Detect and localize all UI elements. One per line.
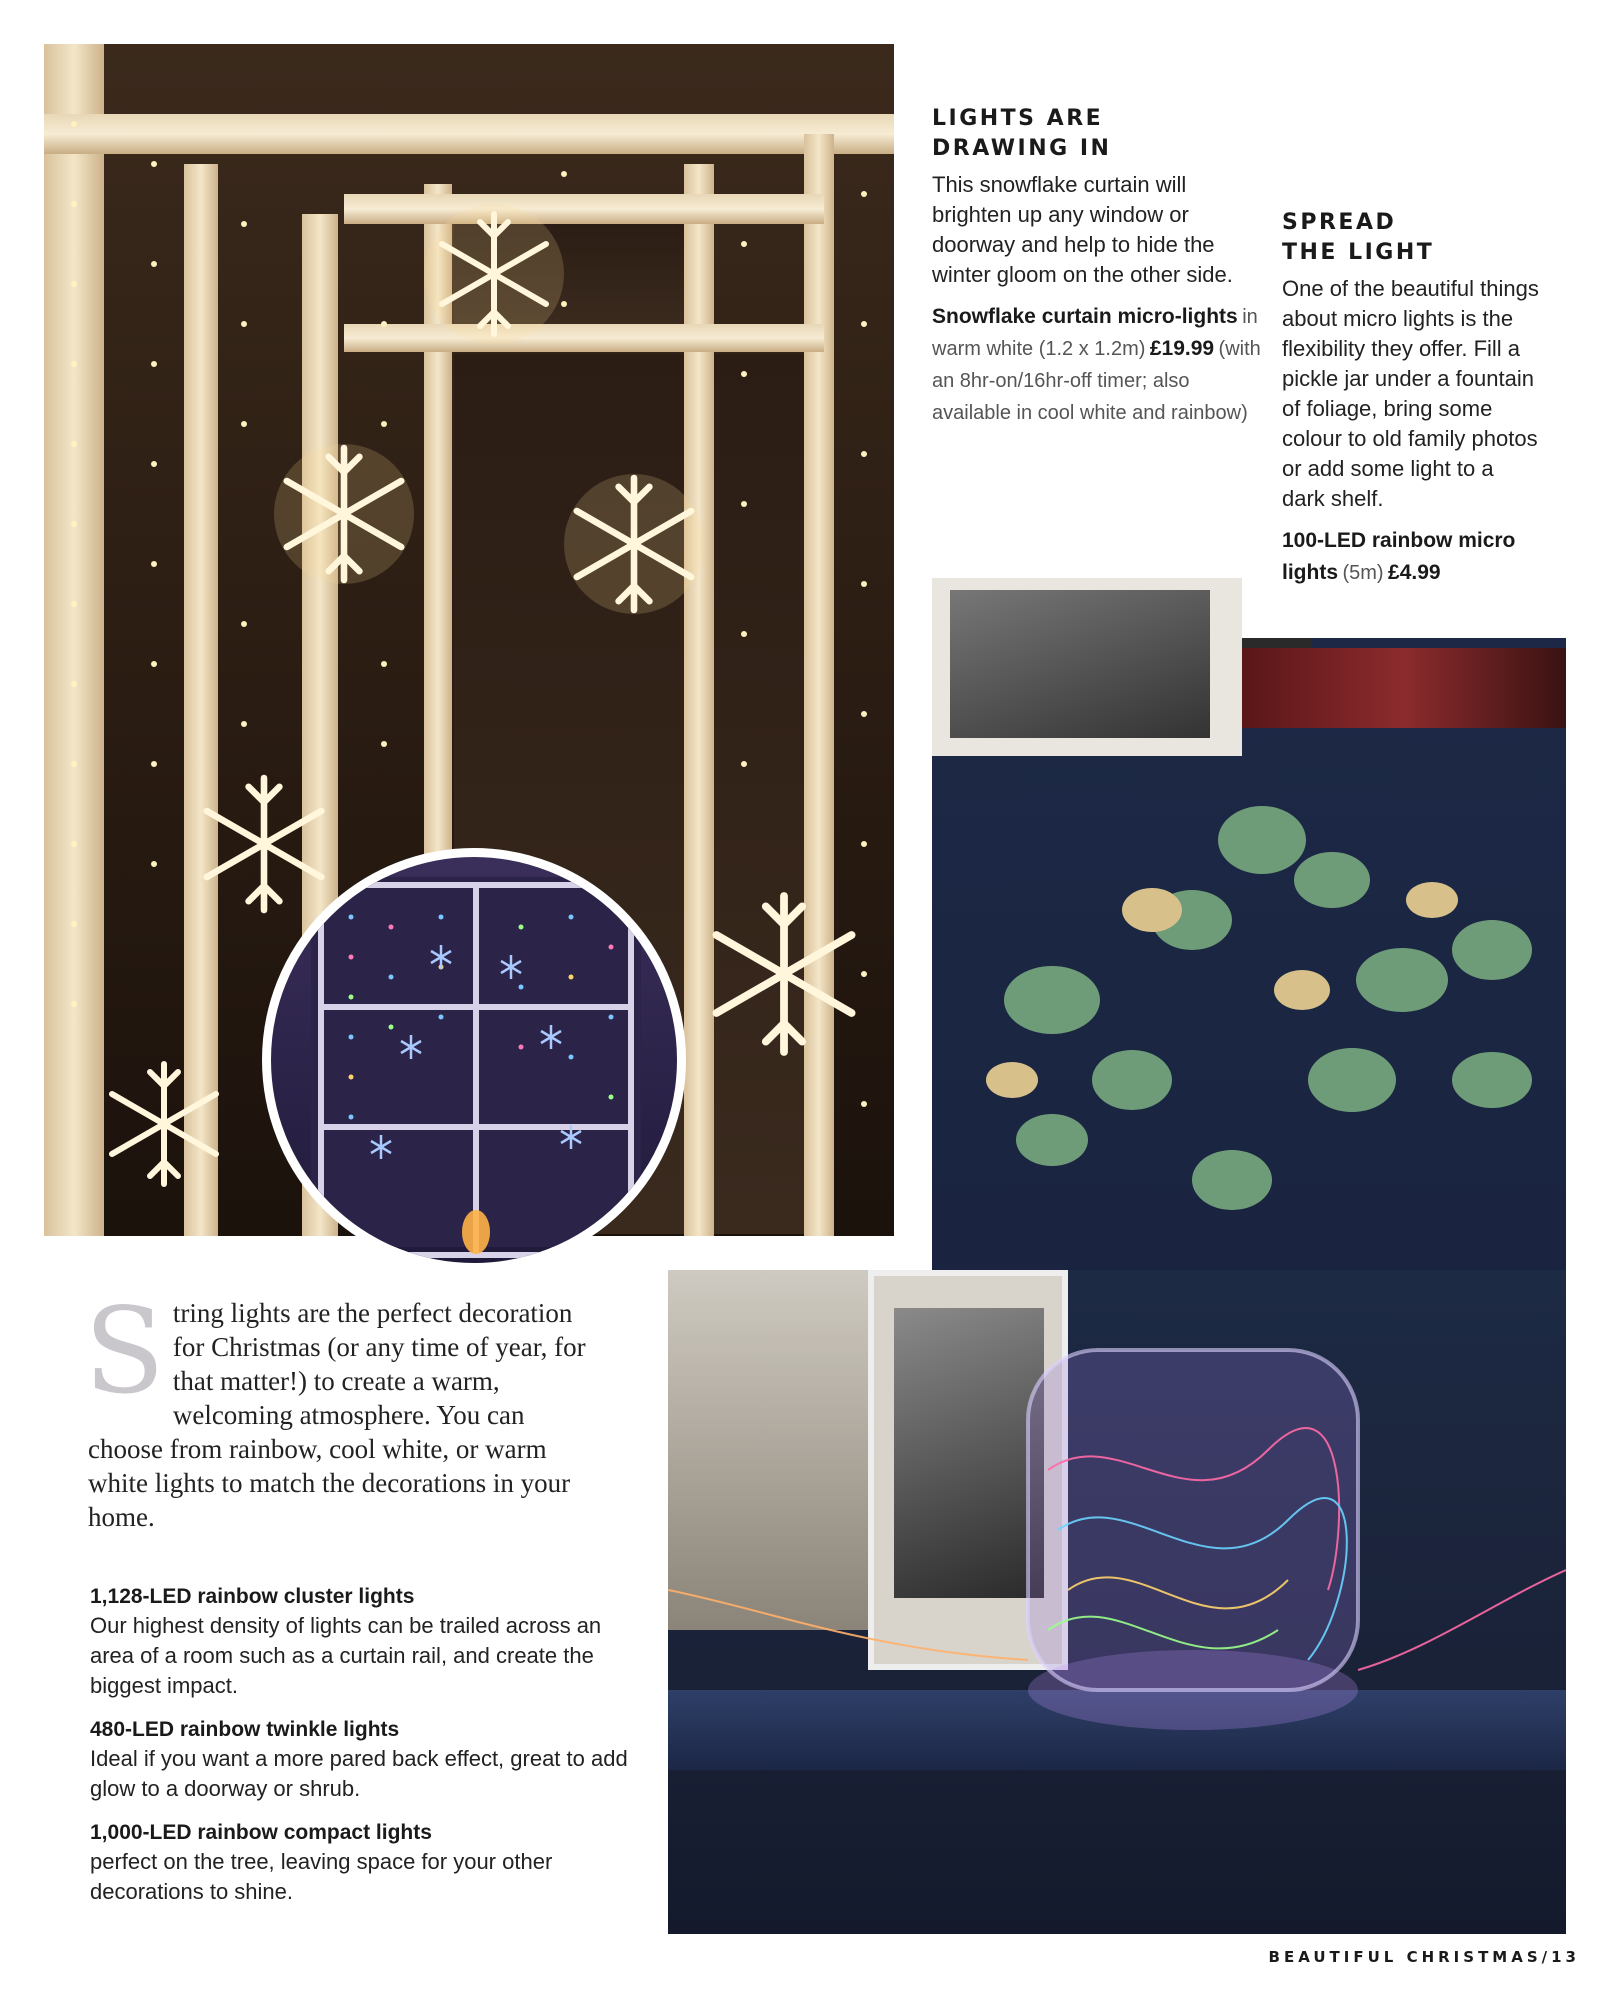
red-jar-shelf [1242,648,1566,728]
snowflake-product-price: £19.99 [1149,337,1215,360]
rainbow-jar-photo [668,1270,1566,1934]
product-list [90,1582,630,1907]
micro-lights-product-detail: (5m) [1342,562,1384,584]
snowflake-product-note: (with an 8hr-on/16hr-off timer; also available in cool white and rainbow) [932,338,1261,424]
snowflake-product-info [932,302,1262,430]
section1-body: This snowflake curtain will brighten up any window or doorway and help to hide the winter gloom on the other side. [932,172,1233,287]
snowflake-product-name: Snowflake curtain micro-lights [932,305,1238,328]
list-item [90,1818,630,1907]
product-title: 480-LED rainbow twinkle lights [90,1718,400,1741]
section2-body: One of the beautiful things about micro lights is the flexibility they offer. Fill a pickle jar under a fountain of foliage, bring some colour to old family photos or add some light to a dark shelf. [1282,276,1539,511]
framed-photo-top [932,578,1242,756]
product-title: 1,000-LED rainbow compact lights [90,1821,432,1844]
heading-lights-drawing-in: LIGHTS ARE DRAWING IN [932,106,1112,161]
snowflake-product-color: in warm white (1.2 x 1.2m) [932,306,1258,360]
page-folio: BEAUTIFUL CHRISTMAS/13 [1268,1948,1580,1966]
heading-spread-the-light: SPREAD THE LIGHT [1282,210,1435,265]
section-spread-the-light [1282,208,1542,590]
micro-lights-product-info [1282,526,1542,590]
rainbow-curtain-inset-photo [262,848,686,1272]
section-lights-drawing-in [932,104,1262,430]
drop-cap: S [84,1282,165,1420]
product-desc: Our highest density of lights can be trailed across an area of a room such as a curtain rail, and create the biggest impact. [90,1613,602,1698]
product-title: 1,128-LED rainbow cluster lights [90,1585,415,1608]
list-item [90,1715,630,1804]
micro-lights-product-price: £4.99 [1388,561,1441,584]
micro-lights-product-name: 100-LED rainbow micro lights [1282,529,1516,584]
product-desc: perfect on the tree, leaving space for your other decorations to shine. [90,1849,553,1904]
intro-text: tring lights are the perfect decoration for Christmas (or any time of year, for that matter!) to create a warm, welcoming atmosphere. You can choose from rainbow, cool white, or warm white lights to match the decorations in your home. [88,1298,586,1532]
list-item [90,1582,630,1701]
intro-paragraph [84,1282,588,1534]
foliage-arrangement [932,780,1566,1320]
product-desc: Ideal if you want a more pared back effect, great to add glow to a doorway or shrub. [90,1746,628,1801]
